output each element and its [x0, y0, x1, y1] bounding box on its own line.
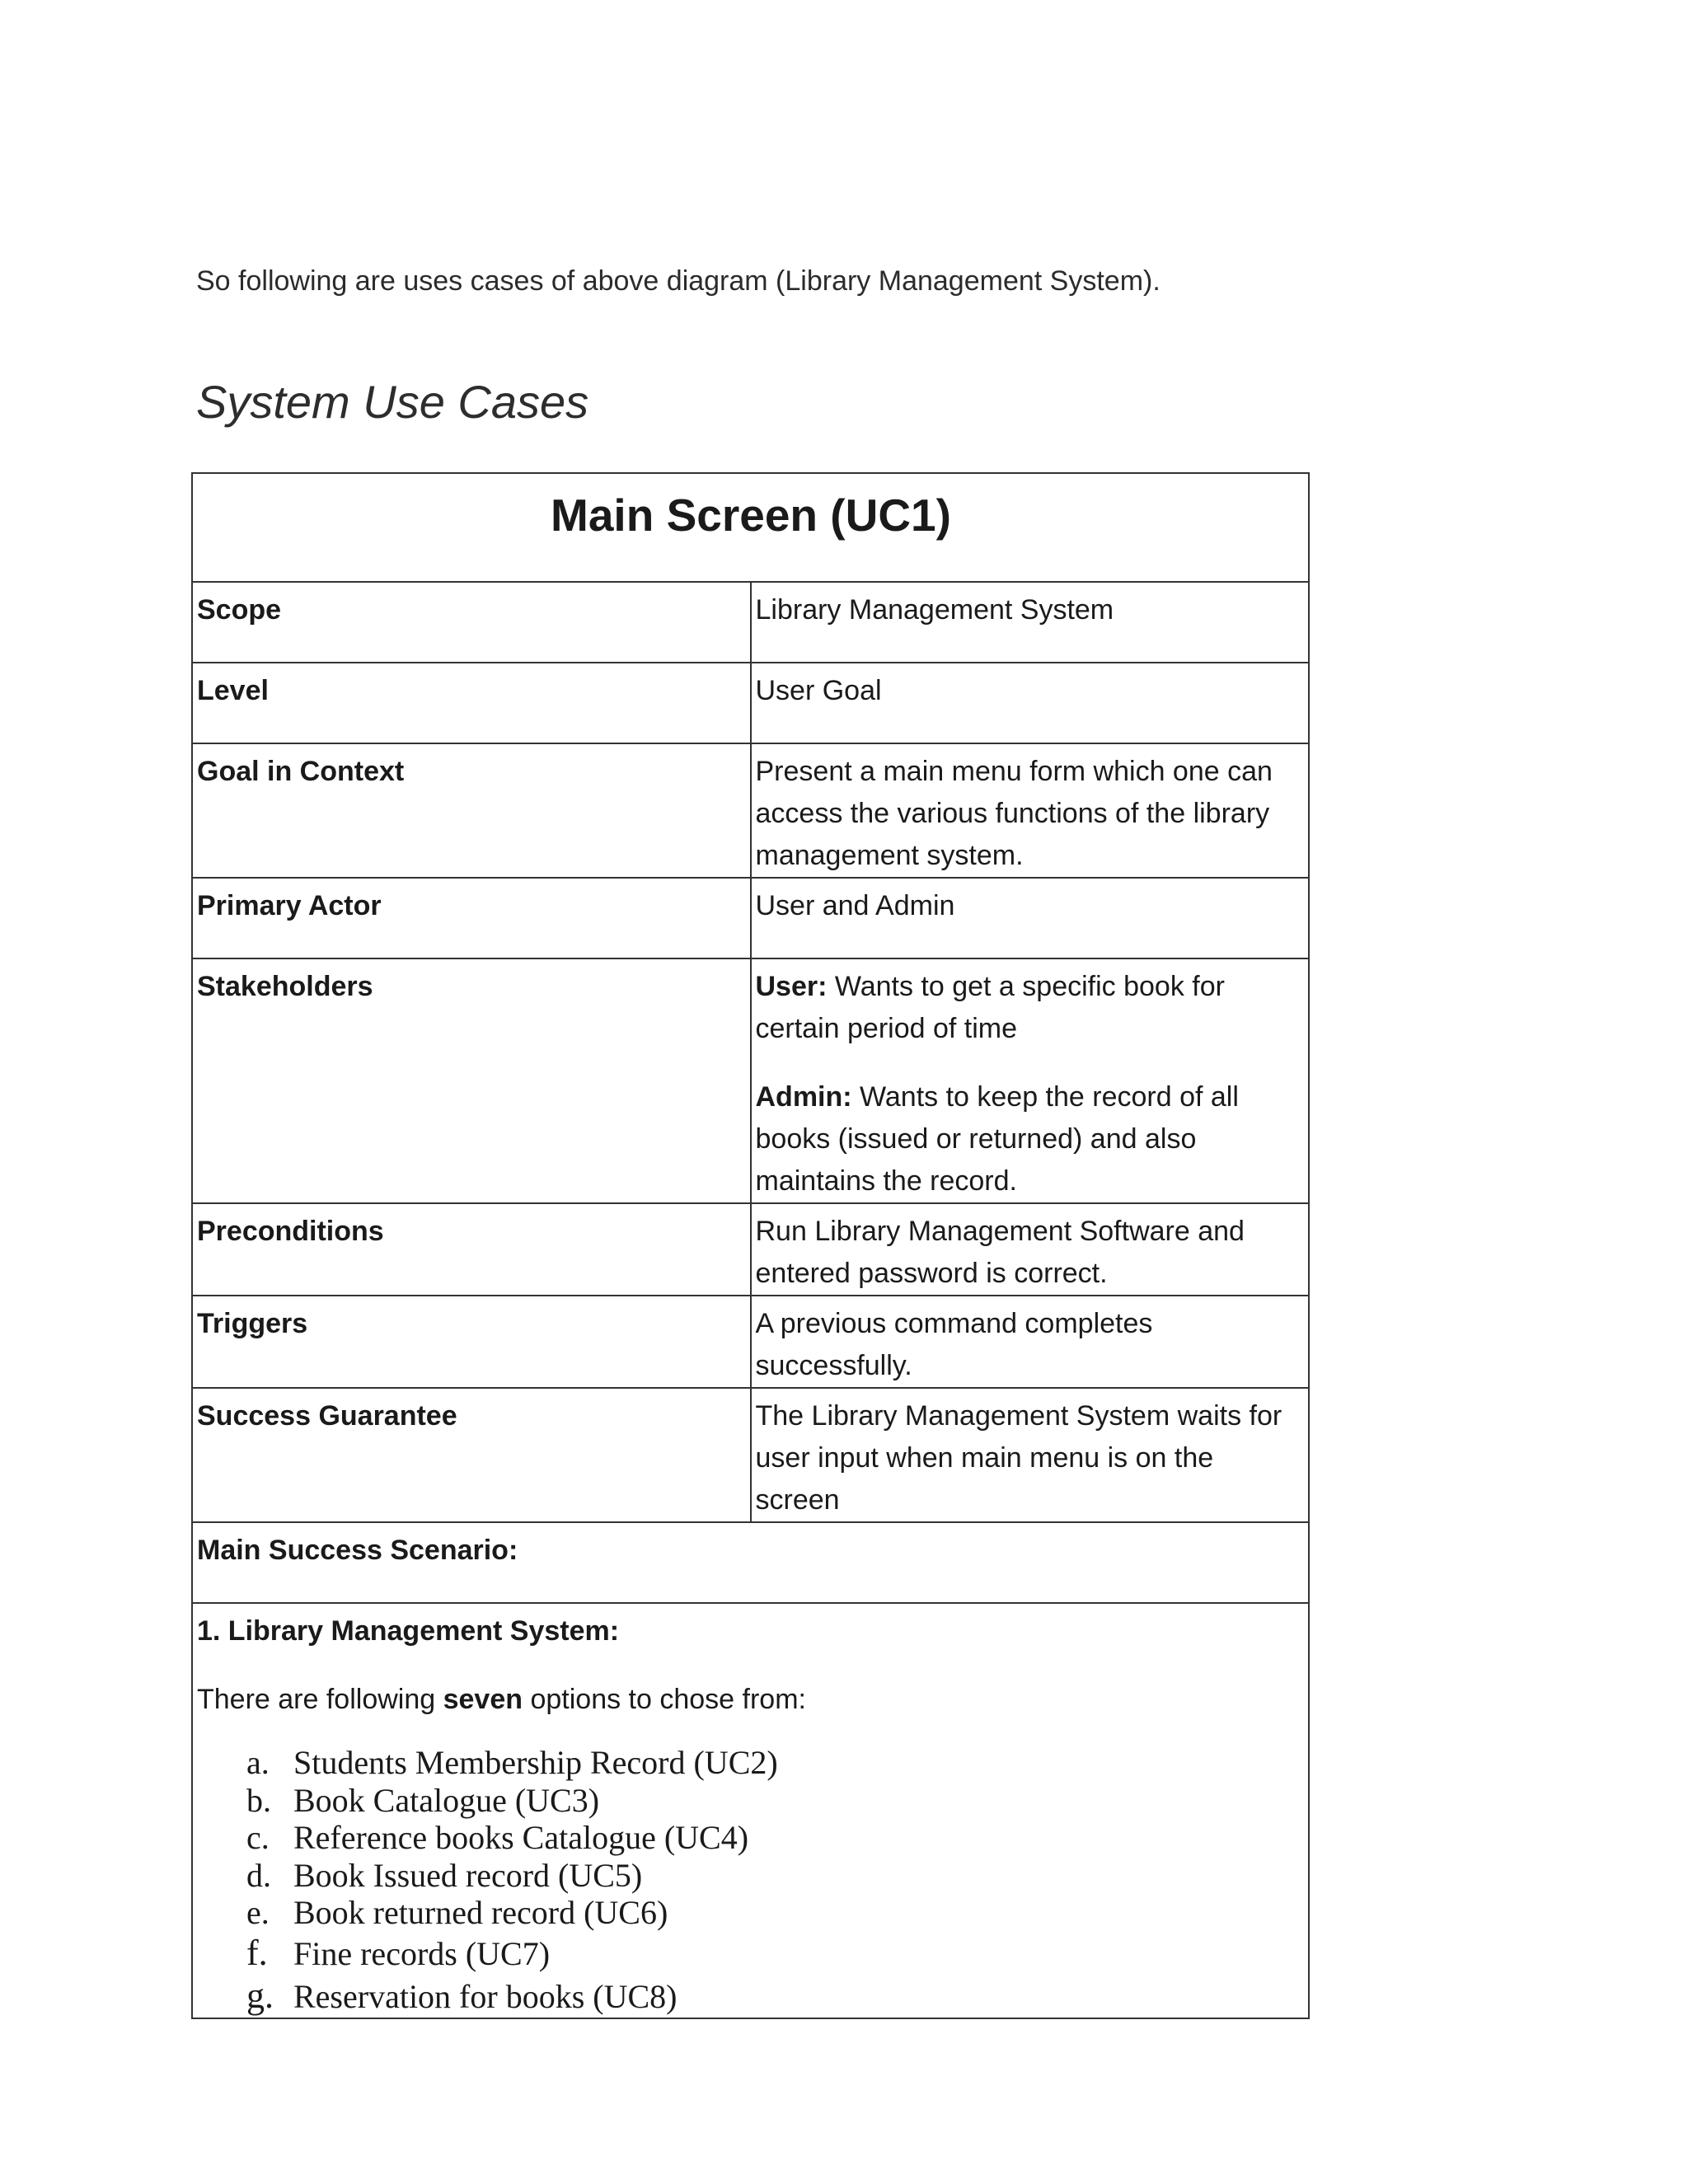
list-item	[246, 1782, 1305, 1820]
use-case-table	[191, 472, 1310, 2019]
scenario-text-after: options to chose from:	[523, 1684, 806, 1715]
stakeholder-user	[756, 966, 1306, 1050]
list-item	[246, 1857, 1305, 1895]
table-row	[192, 1296, 1309, 1388]
option-text: Fine records (UC7)	[293, 1934, 551, 1972]
list-item	[246, 1744, 1305, 1782]
option-marker: e.	[246, 1894, 270, 1931]
scenario-label: Main Success Scenario:	[192, 1522, 1309, 1603]
row-label-goal: Goal in Context	[192, 743, 751, 878]
option-text: Reference books Catalogue (UC4)	[293, 1819, 749, 1856]
stakeholder-admin	[756, 1076, 1306, 1202]
row-value-preconditions: Run Library Management Software and entered password is correct.	[751, 1203, 1310, 1296]
row-label-triggers: Triggers	[192, 1296, 751, 1388]
section-title: System Use Cases	[196, 376, 589, 428]
table-row	[192, 1203, 1309, 1296]
row-value-primary-actor: User and Admin	[751, 878, 1310, 958]
stakeholder-admin-label: Admin:	[755, 1081, 852, 1113]
scenario-text-bold: seven	[443, 1684, 523, 1715]
option-text: Reservation for books (UC8)	[293, 1977, 678, 2015]
option-marker: g.	[246, 1975, 274, 2016]
list-item	[246, 1819, 1305, 1857]
row-label-stakeholders: Stakeholders	[192, 958, 751, 1203]
scenario-heading: 1. Library Management System:	[197, 1615, 620, 1647]
option-marker: c.	[246, 1819, 270, 1856]
row-value-goal: Present a main menu form which one can access the various functions of the library management system.	[751, 743, 1310, 878]
option-marker: a.	[246, 1744, 270, 1781]
table-row	[192, 1603, 1309, 2018]
option-marker: f.	[246, 1932, 268, 1973]
option-text: Students Membership Record (UC2)	[293, 1744, 778, 1781]
table-row	[192, 1522, 1309, 1603]
row-label-scope: Scope	[192, 582, 751, 663]
row-label-primary-actor: Primary Actor	[192, 878, 751, 958]
list-item	[246, 1975, 1305, 2018]
row-label-success-guarantee: Success Guarantee	[192, 1388, 751, 1522]
row-value-stakeholders	[751, 958, 1310, 1203]
table-row	[192, 743, 1309, 878]
row-value-scope: Library Management System	[751, 582, 1310, 663]
table-row	[192, 663, 1309, 743]
list-item	[246, 1932, 1305, 1975]
option-text: Book Catalogue (UC3)	[293, 1781, 600, 1819]
stakeholder-user-text: Wants to get a specific book for certain period of time	[755, 971, 1225, 1044]
row-label-level: Level	[192, 663, 751, 743]
option-text: Book Issued record (UC5)	[293, 1856, 643, 1894]
table-row	[192, 878, 1309, 958]
scenario-body	[192, 1603, 1309, 2018]
intro-text: So following are uses cases of above diagram (Library Management System).	[196, 265, 1160, 297]
table-row	[192, 958, 1309, 1203]
use-case-title: Main Screen (UC1)	[192, 473, 1309, 582]
row-value-level: User Goal	[751, 663, 1310, 743]
scenario-text	[197, 1679, 1305, 1721]
stakeholder-user-label: User:	[755, 971, 828, 1002]
list-item	[246, 1894, 1305, 1932]
option-marker: b.	[246, 1781, 271, 1819]
scenario-text-before: There are following	[197, 1684, 443, 1715]
row-label-preconditions: Preconditions	[192, 1203, 751, 1296]
table-row	[192, 1388, 1309, 1522]
row-value-triggers: A previous command completes successfully.	[751, 1296, 1310, 1388]
option-marker: d.	[246, 1856, 271, 1894]
stakeholder-admin-text: Wants to keep the record of all books (issued or returned) and also maintains the record.	[755, 1081, 1239, 1197]
row-value-success-guarantee: The Library Management System waits for user input when main menu is on the screen	[751, 1388, 1310, 1522]
options-list	[197, 1744, 1305, 2018]
table-row	[192, 582, 1309, 663]
option-text: Book returned record (UC6)	[293, 1894, 668, 1931]
